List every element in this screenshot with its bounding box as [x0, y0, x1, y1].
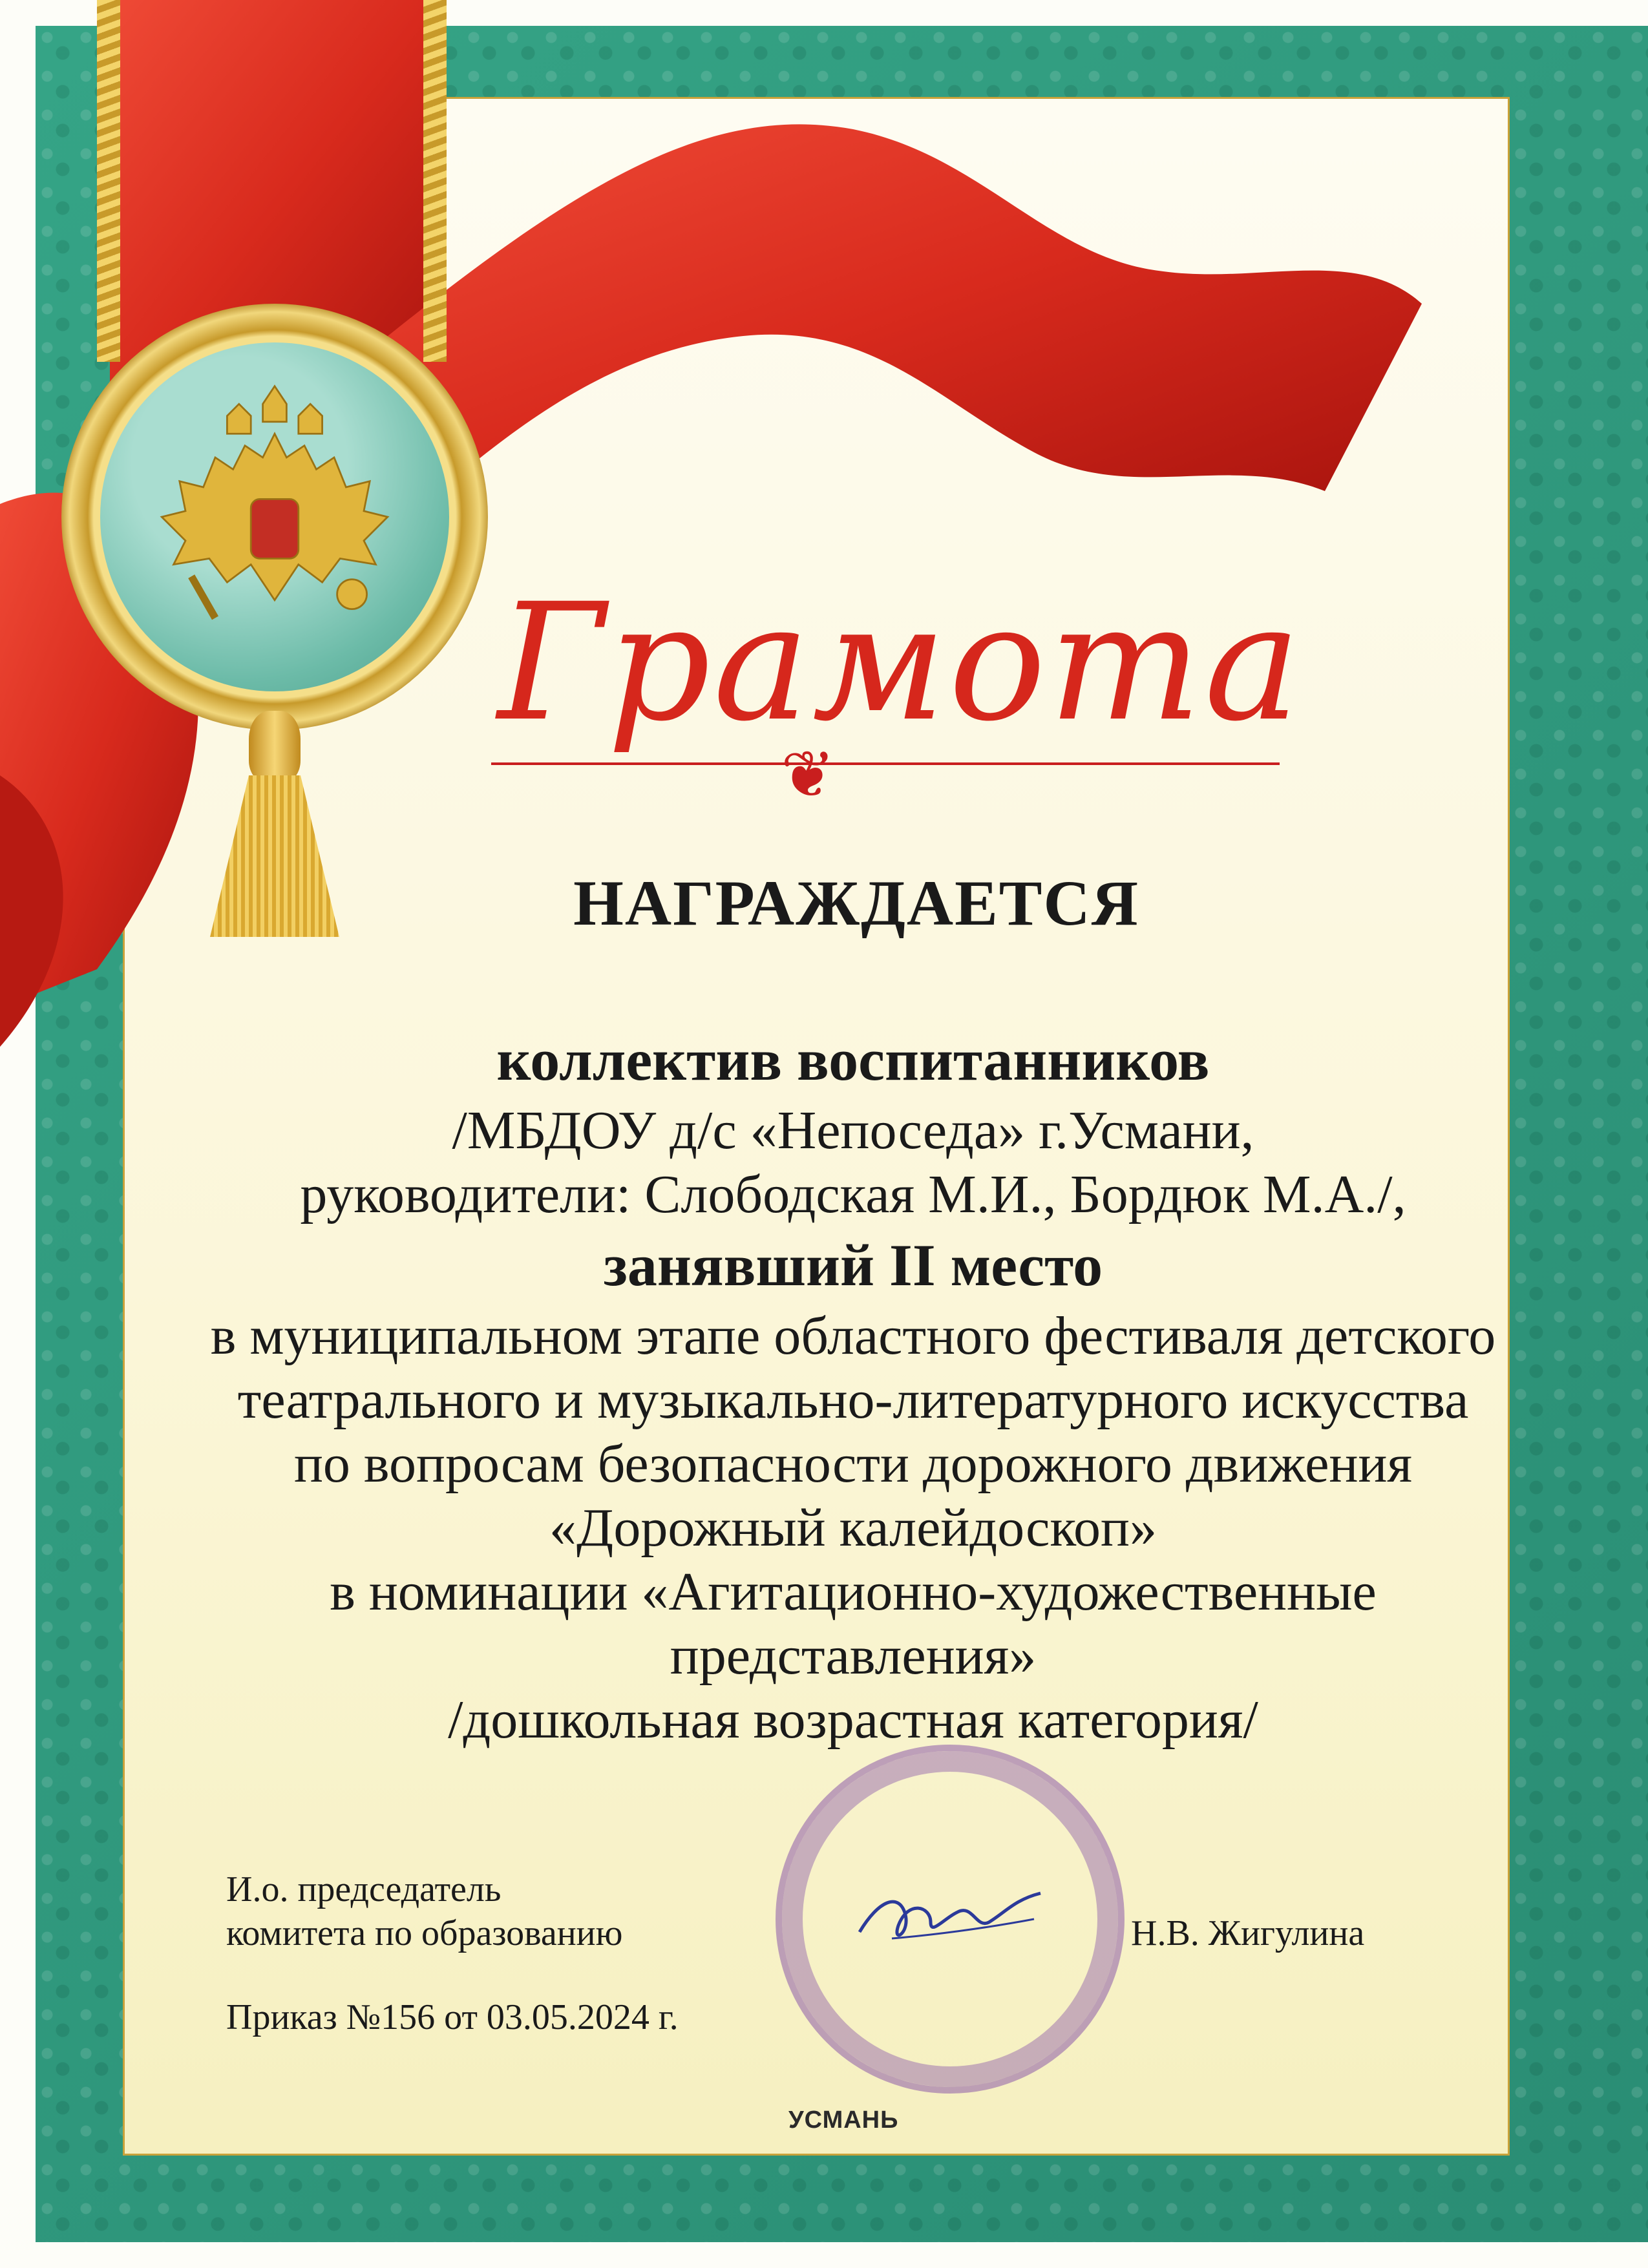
recipient: коллектив воспитанников	[496, 1027, 1210, 1093]
text-line: театрального и музыкально-литературного искусства	[237, 1370, 1469, 1430]
certificate-title: Грамота	[498, 569, 1304, 757]
leaders-line: руководители: Слободская М.И., Бордюк М.А./,	[300, 1164, 1406, 1224]
award-text	[181, 1021, 1525, 1752]
signatory-name: Н.В. Жигулина	[1131, 1913, 1365, 1953]
signatory-title-line: комитета по образованию	[226, 1913, 623, 1953]
double-headed-eagle-icon	[126, 368, 423, 666]
text-line: в муниципальном этапе областного фестиваля детского	[210, 1306, 1496, 1366]
organization-line: /МБДОУ д/с «Непоседа» г.Усмани,	[452, 1100, 1254, 1160]
text-line: /дошкольная возрастная категория/	[448, 1690, 1258, 1750]
signatory-title	[226, 1867, 622, 1955]
text-line: в номинации «Агитационно-художественные	[330, 1562, 1377, 1622]
order-reference: Приказ №156 от 03.05.2024 г.	[226, 1997, 679, 2037]
handwritten-signature	[853, 1874, 1047, 1964]
title-underline	[491, 762, 1280, 765]
place-line: занявший II место	[603, 1232, 1103, 1298]
text-line: по вопросам безопасности дорожного движения	[293, 1434, 1413, 1494]
signatory-title-line: И.о. председатель	[226, 1869, 502, 1909]
gold-cord-right	[423, 0, 447, 362]
ornament-icon: ❦	[781, 739, 835, 811]
text-line: «Дорожный калейдоскоп»	[549, 1498, 1157, 1558]
gold-cord-left	[97, 0, 120, 362]
city-label: УСМАНЬ	[788, 2106, 899, 2134]
text-line: представления»	[670, 1626, 1037, 1686]
tassel-knot	[249, 711, 301, 782]
awarded-heading: НАГРАЖДАЕТСЯ	[573, 867, 1139, 939]
